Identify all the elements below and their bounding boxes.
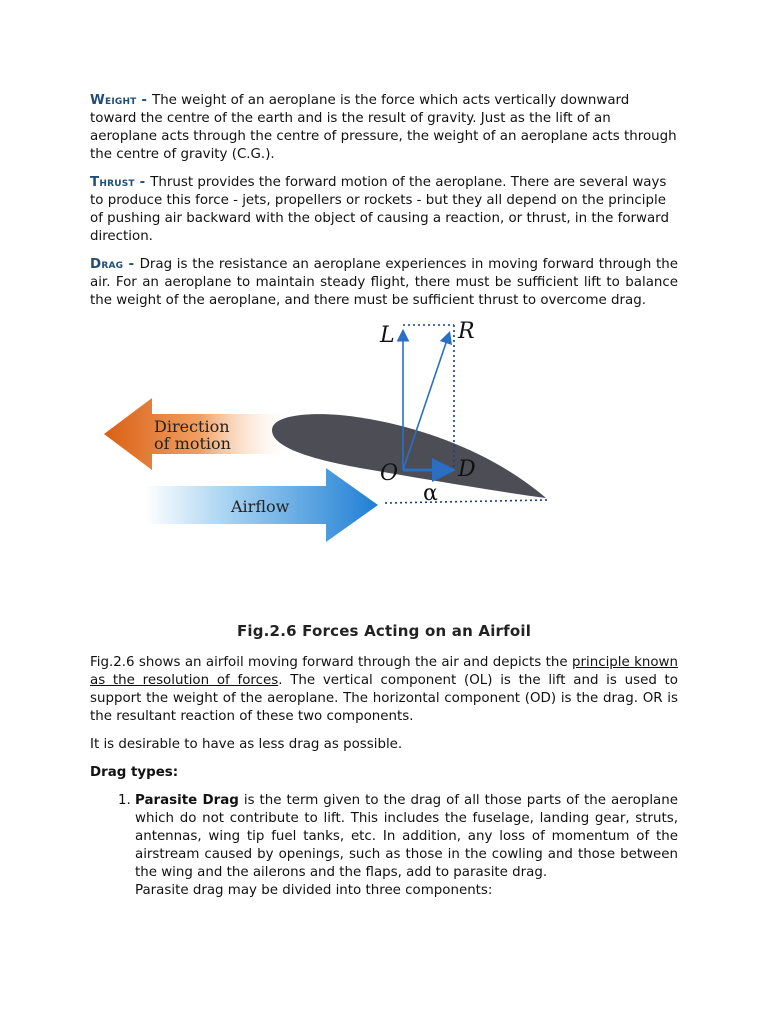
label-R: R [458, 320, 475, 344]
list-item [135, 792, 678, 900]
label-O: O [380, 461, 399, 486]
airfoil-diagram [90, 320, 678, 620]
label-L: L [380, 323, 395, 348]
parasite-drag-text: is the term given to the drag of all those parts of the aeroplane which do not contribute to lift. This includes the fuselage, landing gear, struts, antennas, wing tip fuel tanks, etc. In addition, any loss of momentum of the airstream caused by openings, such as those in the cowling and those between the wing and the ailerons and the flaps, add to parasite drag. [135, 793, 678, 880]
direction-label-line2: of motion [154, 434, 231, 453]
parasite-drag-extra: Parasite drag may be divided into three components: [135, 883, 493, 898]
desirable-paragraph: It is desirable to have as less drag as possible. [90, 737, 403, 752]
drag-types-list [90, 792, 678, 900]
direction-label-line1: Direction [154, 417, 230, 436]
label-alpha: α [423, 481, 438, 506]
explanation-after: . The vertical component (OL) is the lift and is used to support the weight of the aeroplane. The horizontal component (OD) is the drag. OR is the resultant reaction of these two components. [90, 673, 678, 724]
parasite-drag-term: Parasite Drag [135, 793, 239, 808]
weight-separator: - [136, 93, 153, 108]
drag-types-heading [90, 764, 678, 782]
thrust-term: Thrust [90, 175, 135, 190]
drag-text: Drag is the resistance an aeroplane experiences in moving forward through the air. For an aeroplane to maintain steady flight, there must be sufficient lift to balance the weight of the aeroplane, and there must be sufficient thrust to overcome drag. [90, 257, 679, 308]
document-page [90, 92, 678, 900]
resolution-of-forces-link[interactable]: principle known as the resolution of forces [90, 655, 679, 688]
thrust-paragraph [90, 174, 678, 246]
airfoil-shape [272, 414, 546, 498]
drag-term: Drag [90, 257, 124, 272]
label-D: D [458, 457, 476, 482]
drag-paragraph [90, 256, 678, 310]
drag-separator: - [123, 257, 140, 272]
chord-dotted-line [385, 500, 548, 503]
thrust-separator: - [134, 175, 151, 190]
thrust-text: Thrust provides the forward motion of the aeroplane. There are several ways to produce this force - jets, propellers or rockets - but they all depend on the principle of pushing air backward with the object of causing a reaction, or thrust, in the forward direction. [90, 175, 669, 244]
drag-types-heading-text: Drag types: [90, 765, 179, 780]
weight-text: The weight of an aeroplane is the force which acts vertically downward toward the centre of the earth and is the result of gravity. Just as the lift of an aeroplane acts through the centre of pressure, the weight of an aeroplane acts through the centre of gravity (C.G.). [90, 93, 677, 162]
explanation-before: Fig.2.6 shows an airfoil moving forward through the air and depicts the [90, 655, 572, 670]
airfoil-figure [90, 320, 678, 620]
explanation-paragraph [90, 654, 678, 726]
figure-caption: Fig.2.6 Forces Acting on an Airfoil [236, 622, 532, 640]
airflow-label: Airflow [231, 497, 290, 516]
weight-term: Weight [90, 93, 137, 108]
weight-paragraph [90, 92, 678, 164]
